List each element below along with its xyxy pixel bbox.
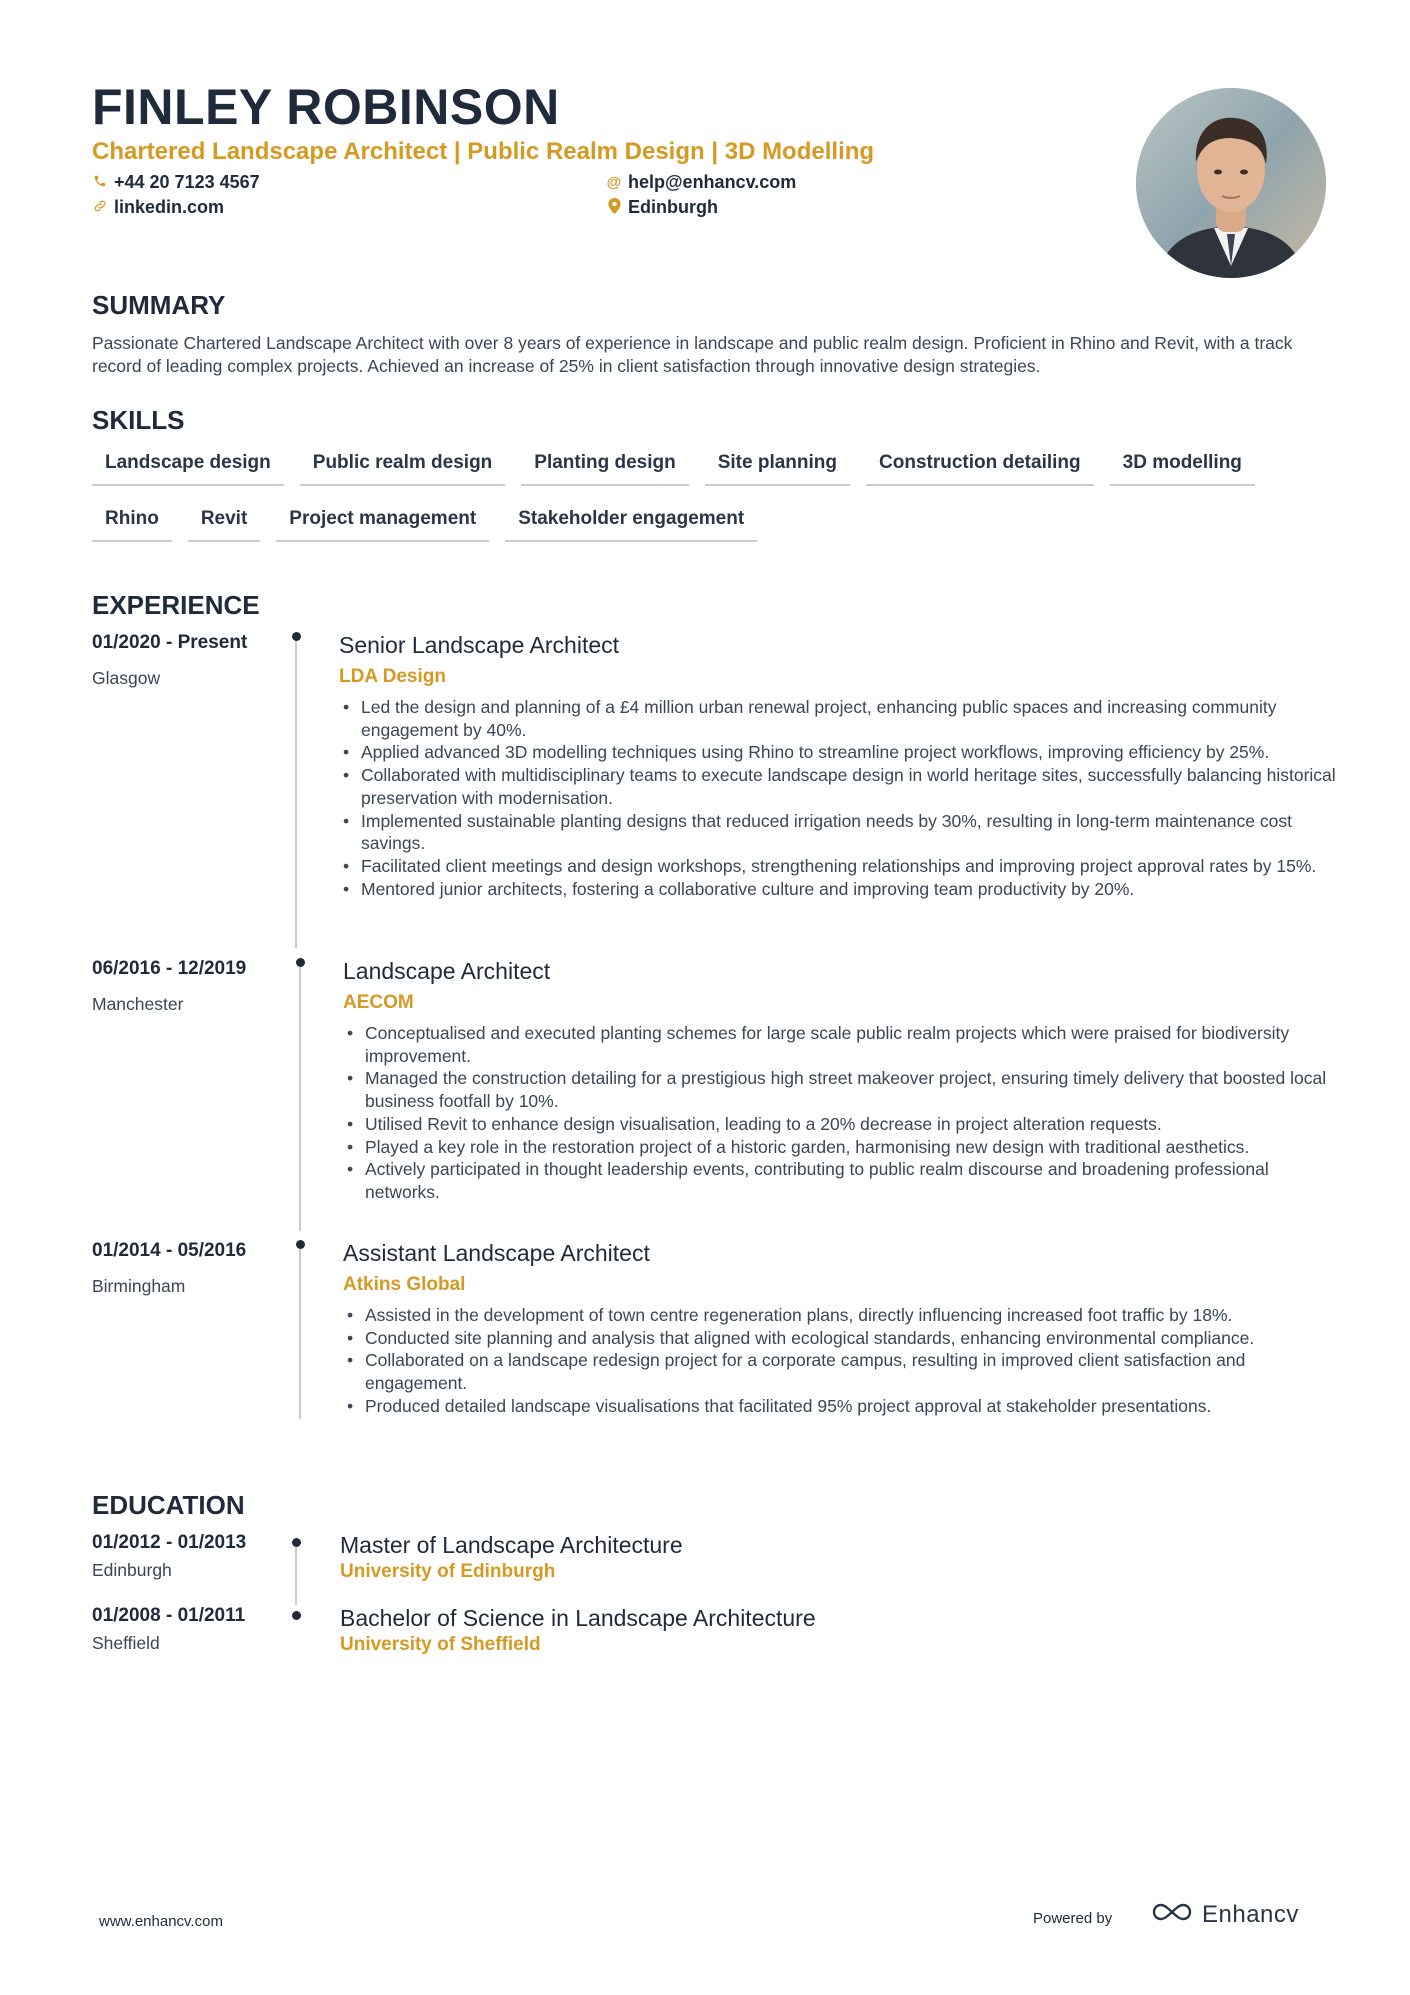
location-text: Edinburgh	[628, 197, 718, 217]
candidate-name: FINLEY ROBINSON	[92, 79, 560, 135]
skill-tag: Rhino	[92, 508, 172, 542]
list-item: • Collaborated with multidisciplinary teams to execute landscape design in world heritage sites, successfully balancing historical preservation with modernisation.	[339, 764, 1339, 809]
skill-tag: Public realm design	[300, 452, 506, 486]
edu-dates: 01/2012 - 01/2013	[92, 1532, 247, 1553]
skill-tag: Planting design	[521, 452, 688, 486]
timeline-dot	[296, 958, 305, 967]
infinity-logo-icon	[1150, 1900, 1194, 1929]
list-item: • Utilised Revit to enhance design visualisation, leading to a 20% decrease in project alteration requests.	[343, 1113, 1343, 1136]
list-item: • Produced detailed landscape visualisations that facilitated 95% project approval at stakeholder presentations.	[343, 1395, 1343, 1418]
skill-tag: Landscape design	[92, 452, 284, 486]
school-name: University of Sheffield	[340, 1634, 541, 1655]
job-title: Assistant Landscape Architect	[343, 1240, 650, 1266]
job-dates: 01/2020 - Present	[92, 632, 248, 653]
timeline-line	[299, 967, 301, 1231]
job-title: Senior Landscape Architect	[339, 632, 620, 658]
job-location: Birmingham	[92, 1276, 186, 1296]
degree-title: Bachelor of Science in Landscape Architecture	[340, 1605, 816, 1631]
company-name: AECOM	[343, 992, 414, 1013]
list-item: • Conducted site planning and analysis that aligned with ecological standards, enhancing environmental compliance.	[343, 1327, 1343, 1350]
edu-location: Edinburgh	[92, 1560, 172, 1580]
timeline-line	[295, 1547, 297, 1605]
at-icon: @	[606, 174, 622, 191]
contact-linkedin[interactable]	[92, 197, 224, 218]
summary-text: Passionate Chartered Landscape Architect with over 8 years of experience in landscape and public realm design. Proficient in Rhino and Revit, with a track record of leading complex projects. Achieved an increase of 25% in client satisfaction through innovative design strategies.	[92, 333, 1293, 376]
powered-by-label: Powered by	[1033, 1910, 1113, 1927]
phone-text: +44 20 7123 4567	[114, 172, 260, 192]
company-name: LDA Design	[339, 666, 446, 687]
timeline-dot	[296, 1240, 305, 1249]
job-bullets	[343, 1022, 1343, 1204]
list-item: • Conceptualised and executed planting schemes for large scale public realm projects which were praised for biodiversity improvement.	[343, 1022, 1343, 1067]
job-location: Manchester	[92, 994, 184, 1014]
summary-heading: SUMMARY	[92, 290, 226, 320]
skill-tag: Project management	[276, 508, 489, 542]
skill-tag: 3D modelling	[1110, 452, 1255, 486]
list-item: • Applied advanced 3D modelling techniques using Rhino to streamline project workflows, improving efficiency by 25%.	[339, 741, 1339, 764]
school-name: University of Edinburgh	[340, 1561, 556, 1582]
link-icon	[92, 199, 108, 217]
job-title: Landscape Architect	[343, 958, 551, 984]
degree-title: Master of Landscape Architecture	[340, 1532, 683, 1558]
phone-icon	[92, 174, 108, 192]
brand-name: Enhancv	[1202, 1900, 1299, 1928]
list-item: • Mentored junior architects, fostering a collaborative culture and improving team productivity by 20%.	[339, 878, 1339, 901]
brand-logo[interactable]	[1150, 1900, 1299, 1929]
list-item: • Actively participated in thought leadership events, contributing to public realm discourse and broadening professional networks.	[343, 1158, 1343, 1203]
list-item: • Managed the construction detailing for a prestigious high street makeover project, ensuring timely delivery that boosted local business footfall by 10%.	[343, 1067, 1343, 1112]
profile-photo	[1136, 88, 1326, 278]
map-pin-icon	[606, 198, 622, 218]
timeline-dot	[292, 1611, 301, 1620]
skill-tag: Site planning	[705, 452, 850, 486]
skill-tag: Stakeholder engagement	[505, 508, 757, 542]
experience-heading: EXPERIENCE	[92, 590, 260, 620]
list-item: • Facilitated client meetings and design workshops, strengthening relationships and improving project approval rates by 15%.	[339, 855, 1339, 878]
contact-phone	[92, 172, 260, 193]
skill-tag: Revit	[188, 508, 260, 542]
timeline-dot	[292, 632, 301, 641]
company-name: Atkins Global	[343, 1274, 466, 1295]
list-item: • Collaborated on a landscape redesign project for a corporate campus, resulting in improved client satisfaction and engagement.	[343, 1349, 1343, 1394]
education-heading: EDUCATION	[92, 1490, 245, 1520]
linkedin-text[interactable]: linkedin.com	[114, 197, 225, 217]
skill-tag: Construction detailing	[866, 452, 1094, 486]
timeline-line	[299, 1249, 301, 1419]
job-dates: 01/2014 - 05/2016	[92, 1240, 247, 1261]
skills-heading: SKILLS	[92, 405, 185, 435]
list-item: • Assisted in the development of town centre regeneration plans, directly influencing increased foot traffic by 18%.	[343, 1304, 1343, 1327]
timeline-dot	[292, 1538, 301, 1547]
edu-location: Sheffield	[92, 1633, 160, 1653]
job-dates: 06/2016 - 12/2019	[92, 958, 247, 979]
job-location: Glasgow	[92, 668, 161, 688]
email-text[interactable]: help@enhancv.com	[628, 172, 797, 192]
list-item: • Played a key role in the restoration project of a historic garden, harmonising new design with traditional aesthetics.	[343, 1136, 1343, 1159]
job-bullets	[343, 1304, 1343, 1418]
edu-dates: 01/2008 - 01/2011	[92, 1605, 246, 1626]
timeline-line	[295, 641, 297, 948]
contact-email[interactable]	[606, 172, 796, 193]
footer-url[interactable]: www.enhancv.com	[99, 1913, 223, 1930]
contact-location	[606, 197, 718, 218]
job-bullets	[339, 696, 1339, 900]
skills-list	[92, 452, 1342, 542]
candidate-headline: Chartered Landscape Architect | Public Realm Design | 3D Modelling	[92, 138, 875, 165]
list-item: • Implemented sustainable planting designs that reduced irrigation needs by 30%, resulting in long-term maintenance cost savings.	[339, 810, 1339, 855]
list-item: • Led the design and planning of a £4 million urban renewal project, enhancing public spaces and increasing community engagement by 40%.	[339, 696, 1339, 741]
